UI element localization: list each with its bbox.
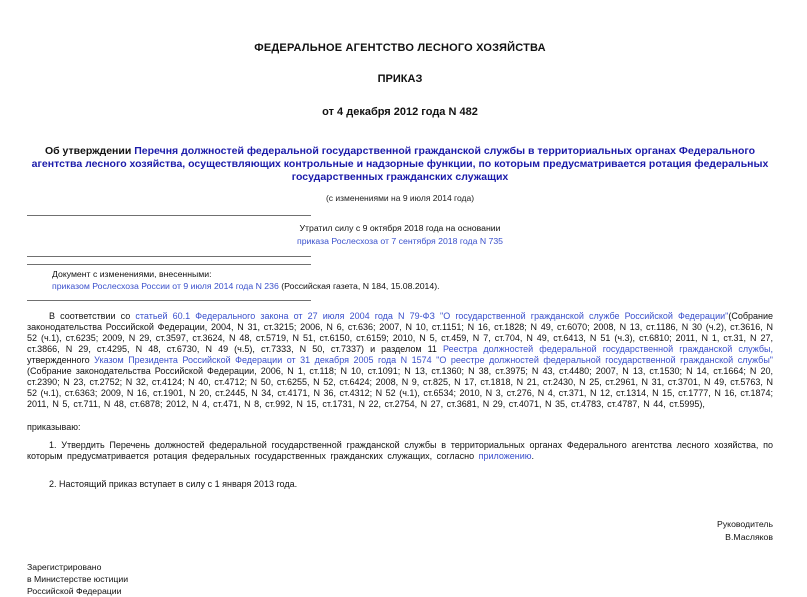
registration-line-1: Зарегистрировано (27, 562, 102, 572)
amendments-source: (Российская газета, N 184, 15.08.2014). (278, 281, 440, 291)
decree-1574-link[interactable]: Указом Президента Российской Федерации от 31 декабря 2005 года N 1574 "О реестре должностей федеральной государственной гражданской службы" (94, 355, 773, 365)
doc-title-prefix: Об утверждении (44, 145, 135, 157)
doc-type-heading: ПРИКАЗ (377, 73, 423, 85)
signature-block (27, 518, 773, 543)
registration-line-3: Российской Федерации (27, 586, 122, 596)
status-order-link[interactable]: приказа Рослесхоза от 7 сентября 2018 года N 735 (297, 235, 503, 246)
amendment-note: (с изменениями на 9 июля 2014 года) (325, 193, 475, 203)
doc-title-link[interactable]: Перечня должностей федеральной государственной гражданской службы в территориальных органах Федерального агентства лесного хозяйства, осуществляющих контрольные и надзорные функции, по которым предусматривается ротация федеральных государственных гражданских служащих (31, 145, 769, 183)
agency-name: ФЕДЕРАЛЬНОЕ АГЕНТСТВО ЛЕСНОГО ХОЗЯЙСТВА (254, 42, 546, 54)
preamble-text-3: утвержденного (27, 355, 95, 365)
doc-date: от 4 декабря 2012 года N 482 (322, 106, 478, 118)
signer-name: В.Масляков (725, 531, 773, 542)
preamble-text-4: (Собрание законодательства Российской Федерации, 2006, N 1, ст.118; N 10, ст.1091; N 13, ст.1360; N 38, ст.3975; N 43, ст.4480; 2007, N 13, ст.1530; N 14, ст.1664; N 20, ст.2390; N 23, ст.2752; N 32, ст.4124; N 40, ст.4712; N 50, ст.6255, N 52, ст.6424; 2008, N 9, ст.825, N 17, ст.1818, N 21, ст.2430, N 25, ст.2961, N 31, ст.3701, N 49, ст.5763, N 52 (ч.1), ст.6363; 2009, N 16, ст.1901, N 20, ст.2445, N 34, ст.4171, N 36, ст.4312; N 52 (ч.1), ст.6534; 2010, N 3, ст.276, N 4, ст.371, N 12, ст.1314, N 15, ст.1777, N 16, ст.1874; 2011, N 5, ст.711, N 48, ст.6878; 2012, N 4, ст.471, N 8, ст.992, N 15, ст.1731, N 22, ст.2754, N 27, ст.3681, N 29, ст.4071, N 35, ст.4783, ст.4787, N 44, ст.5995), (27, 366, 773, 409)
order-item-2: 2. Настоящий приказ вступает в силу с 1 января 2013 года. (49, 479, 298, 489)
status-text: Утратил силу с 9 октября 2018 года на основании (299, 223, 501, 233)
registry-link[interactable]: Реестра должностей федеральной государственной гражданской службы, (443, 344, 773, 354)
signer-position: Руководитель (717, 519, 773, 529)
law-79fz-link[interactable]: статьей 60.1 Федерального закона от 27 июля 2004 года N 79-ФЗ "О государственной гражданской службе Российской Федерации" (135, 311, 729, 321)
preamble-paragraph (27, 311, 773, 410)
amendments-order-link[interactable]: приказом Рослесхоза России от 9 июля 2014 года N 236 (52, 281, 279, 291)
amendments-block (27, 268, 773, 292)
preamble-text-1: В соответствии со (49, 311, 136, 321)
order-item-1-text: 1. Утвердить Перечень должностей федеральной государственной гражданской службы в территориальных органах Федерального агентства лесного хозяйства, по которым предусматривается ротация федеральных государственных гражданских служащих, согласно (27, 440, 773, 461)
registration-line-2: в Министерстве юстиции (27, 574, 129, 584)
divider-line-1 (27, 215, 311, 216)
amendments-intro: Документ с изменениями, внесенными: (52, 269, 212, 279)
divider-line-3 (27, 264, 311, 265)
status-block (27, 222, 773, 247)
registration-block (27, 561, 773, 597)
order-item-1-tail: . (531, 451, 535, 461)
divider-line-2 (27, 256, 311, 257)
divider-line-4 (27, 300, 311, 301)
amendments-line (52, 280, 773, 292)
appendix-link[interactable]: приложению (478, 451, 532, 461)
order-lead: приказываю: (27, 422, 81, 432)
preamble-text-2: (Собрание законодательства Российской Федерации, 2004, N 31, ст.3215; 2006, N 6, ст.636; 2007, N 10, ст.1151; N 16, ст.1828; N 49, ст.6070; 2008, N 13, ст.1186, N 30 (ч.2), ст.3616, N 52 (ч.1), ст.6235; 2009, N 29, ст.3597, ст.3624, N 48, ст.5719, N 51, ст.6150, ст.6159; 2010, N 5, ст.459, N 7, ст.704, N 49, ст.6413, N 51 (ч.3), ст.6810; 2011, N 1, ст.31, N 27, ст.3866, N 29, ст.4295, N 48, ст.6730, N 49 (ч.5), ст.7333, N 50, ст.7337) и разделом 11 (27, 311, 774, 354)
doc-title (27, 145, 773, 184)
order-item-1 (27, 440, 773, 462)
